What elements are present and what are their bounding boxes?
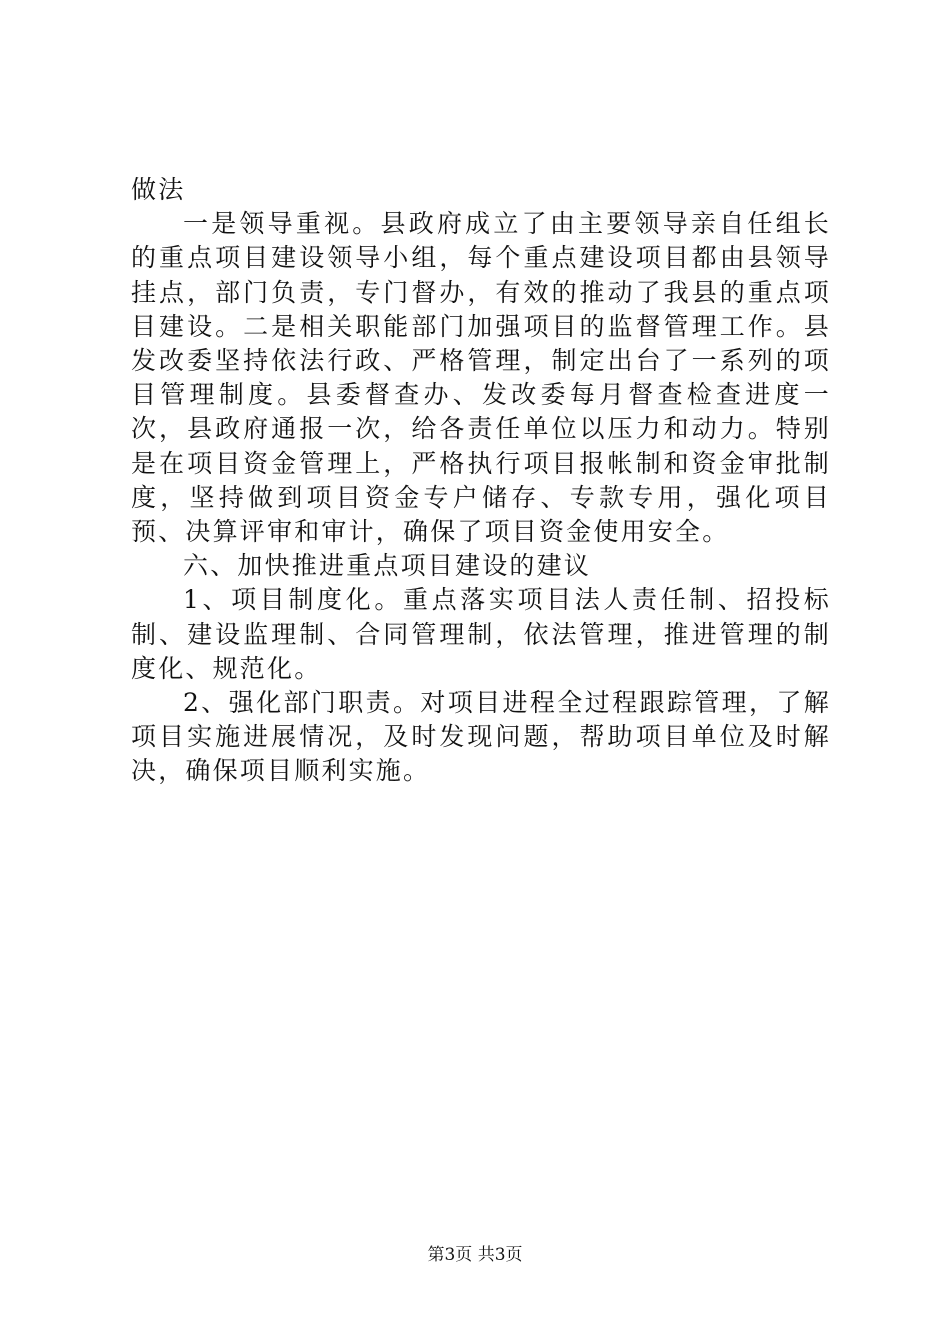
document-body xyxy=(131,173,831,789)
page-footer xyxy=(0,1243,950,1267)
section-heading-suggestions: 六、加快推进重点项目建设的建议 xyxy=(183,551,592,581)
paragraph-heading-fragment: 做法 xyxy=(131,175,186,204)
paragraph-suggestion-2: 2、强化部门职责。对项目进程全过程跟踪管理，了解项目实施进展情况，及时发现问题，帮助项目单位及时解决，确保项目顺利实施。 xyxy=(131,688,831,786)
page-number-label: 第3页 共3页 xyxy=(427,1245,523,1265)
paragraph-measures: 一是领导重视。县政府成立了由主要领导亲自任组长的重点项目建设领导小组，每个重点建设项目都由县领导挂点，部门负责，专门督办，有效的推动了我县的重点项目建设。二是相关职能部门加强项目的监督管理工作。县发改委坚持依法行政、严格管理，制定出台了一系列的项目管理制度。县委督查办、发改委每月督查检查进度一次，县政府通报一次，给各责任单位以压力和动力。特别是在项目资金管理上，严格执行项目报帐制和资金审批制度，坚持做到项目资金专户储存、专款专用，强化项目预、决算评审和审计，确保了项目资金使用安全。 xyxy=(131,209,831,547)
paragraph-suggestion-1: 1、项目制度化。重点落实项目法人责任制、招投标制、建设监理制、合同管理制，依法管理，推进管理的制度化、规范化。 xyxy=(131,585,831,683)
